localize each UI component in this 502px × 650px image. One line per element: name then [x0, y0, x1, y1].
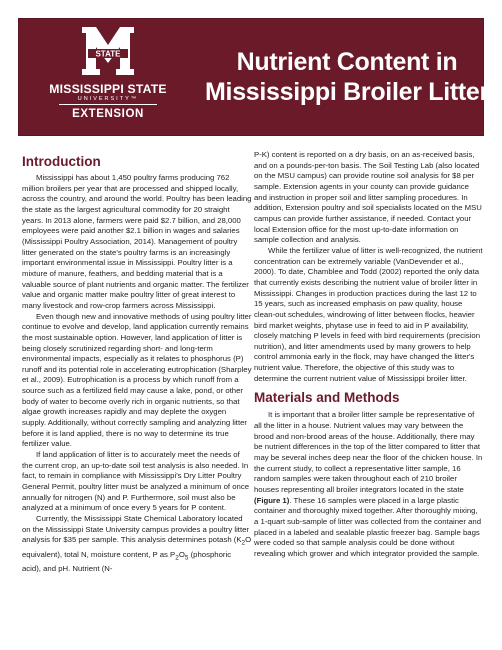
intro-paragraph-3: If land application of litter is to accurately meet the needs of the current crop, an up-to-date soil test analysis is also needed. In fact, to remain in compliance with Mississippi's Dry Litter Poultry General Permit, poultry litter must be analyzed a minimum of once annually for nitrogen (N) and P. Furthermore, soil must also be analyzed at a minimum of once every 5 years for P content. — [22, 450, 249, 513]
logo-divider — [59, 104, 157, 105]
introduction-heading: Introduction — [22, 154, 101, 169]
right-column — [254, 150, 484, 560]
msu-extension-logo — [45, 25, 171, 129]
header — [0, 0, 502, 146]
msu-m-logo-icon — [78, 25, 138, 87]
intro-paragraph-5: While the fertilizer value of litter is well-recognized, the nutrient concentration can be extremely variable (VanDevender et al., 2000). To date, Chamblee and Todd (2002) reported the only data that currently exists describing the nutrient value of broiler litter in Mississippi. Changes in production practices during the last 12 to 15 years, such as increased emphasis on paw quality, house clean-out schedules, windrowing of litter between flocks, heavier bird market weights, phytase use in feed to aid in P availability, closely matching P levels in feed with bird requirements (precision nutrition), and litter amendments used by many growers to help control ammonia early in the flock, may have changed the litter's nutrient value. Therefore, the objective of this study was to determine the current nutrient value of Mississippi broiler litter. — [254, 245, 483, 383]
svg-text:STATE: STATE — [95, 49, 121, 59]
title-line-2: Mississippi Broiler Litter — [205, 78, 489, 106]
intro-paragraph-4-continued: P-K) content is reported on a dry basis, on an as-received basis, and on a pounds-per-ton basis. The Soil Testing Lab (also located on the MSU campus) can provide routine soil analysis for $8 per sample. Extension agents in your county can provide guidance and instruction in proper soil and litter sampling procedures. In addition, Extension poultry and soil specialists located on the MSU campus can provide further assistance, if needed. Contact your local Extension office for the most up-to-date information on sample collection and analysis. — [254, 150, 482, 245]
intro-paragraph-1: Mississippi has about 1,450 poultry farms producing 762 million broilers per year that are processed and shipped locally, across the country, and around the world. Poultry has been leading the state as the largest agricultural commodity for 20 straight years. In 2013 alone, farmers were paid $2.7 billion, and 28,000 employees were paid another $2.1 billion in wages and salaries (Mississippi Poultry Association, 2014). Management of poultry litter generated on the state's poultry farms is an increasingly important environmental issue in Mississippi. Poultry litter is a mixture of manure, feathers, and bedding material that is a valuable source of plant nutrients and organic matter. The fertilizer value and organic matter make poultry litter of great interest to many livestock and row-crop farmers across Mississippi. — [22, 173, 252, 310]
page-title — [197, 47, 497, 107]
header-banner — [18, 18, 489, 136]
materials-methods-heading: Materials and Methods — [254, 390, 400, 406]
methods-paragraph-1: It is important that a broiler litter sample be representative of all the litter in a house. Nutrient values may vary between the brood and non-brood areas of the house. Additionally, there may be nutrient differences in the top of the litter compared to litter that may be several inches deep near the floor of the chicken house. In the current study, to collect a representative litter sample, 16 random samples were taken throughout each of 210 broiler houses representing all broiler integrators located in the state (Figure 1). These 16 samples were placed in a large plastic container and thoroughly mixed together. After thoroughly mixing, a 1-quart sub-sample of litter was collected from the container and placed in a labeled and sealable plastic freezer bag. Sample bags were coded so that sample analysis could be done without revealing which grower and which integrator provided the sample. — [254, 410, 483, 558]
logo-state-text: MISSISSIPPI STATE — [49, 82, 167, 96]
figure-1-reference: (Figure 1) — [254, 495, 290, 505]
intro-paragraph-4: Currently, the Mississippi State Chemical Laboratory located on the Mississippi State University campus provides a poultry litter analysis for $35 per sample. This analysis determines potash ($K_2O$ equivalent), total N, moisture content, P as $P_2O_5$ (phosphoric acid), and pH. Nutrient (N- — [22, 514, 252, 573]
logo-university-text: UNIVERSITY™ — [77, 96, 139, 102]
left-column — [22, 154, 252, 574]
title-line-1: Nutrient Content in — [236, 48, 458, 76]
intro-paragraph-2: Even though new and innovative methods of using poultry litter continue to evolve and develop, land application currently remains the most sustainable option. However, land application of litter is being closely scrutinized regarding short- and long-term environmental impacts, especially as it relates to phosphorus (P) runoff and its potential role in accelerating eutrophication (Sharpley et al., 2009). Eutrophication is a process by which runoff from a source such as a fertilized field may cause a lake, pond, or other body of water to become overly rich in organic nutrients, so that algae growth increases rapidly and may deplete the oxygen supply. Additionally, without correctly sampling and analyzing litter before it is land applied, there is no way to determine its true fertilizer value. — [22, 311, 252, 449]
logo-extension-text: EXTENSION — [72, 108, 144, 120]
